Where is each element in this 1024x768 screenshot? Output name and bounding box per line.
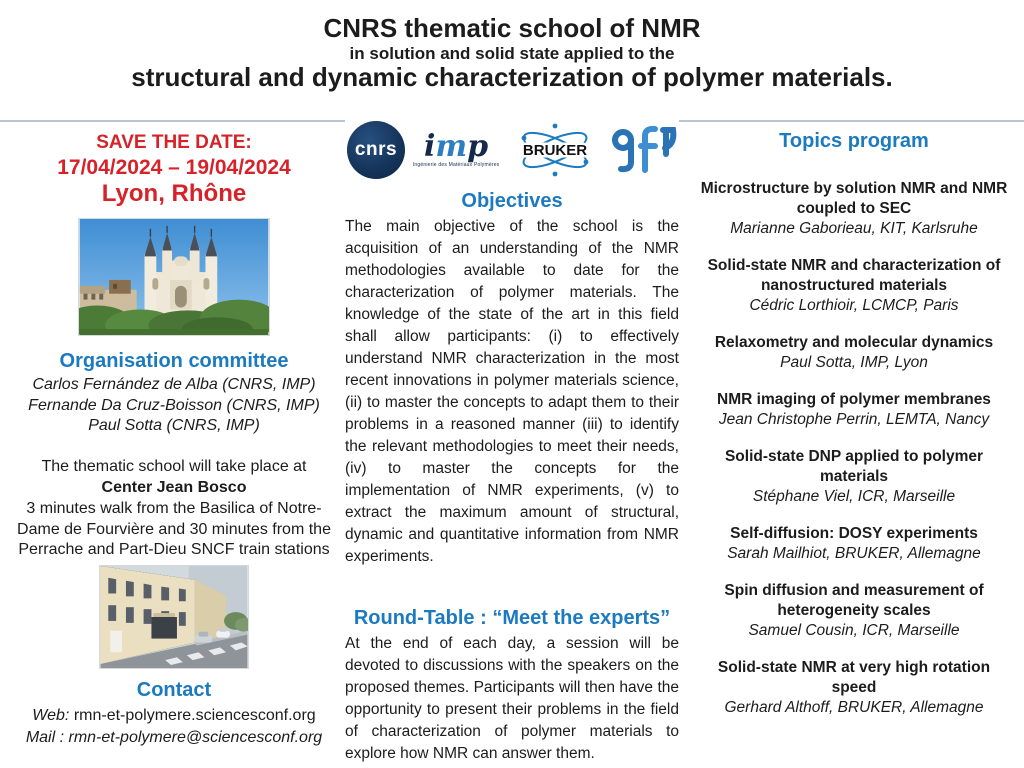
topic-title: Microstructure by solution NMR and NMR coupled to SEC [700, 180, 1008, 217]
objectives-body: The main objective of the school is the acquisition of an understanding of the NMR methodologies available to date for the characterization of polymer materials. The knowledge of the state of the art in this field shall allow participants: (i) to effectively understand NMR characterization in the most recent innovations in polymer materials science, (ii) to master the concepts to adapt them to their problems in a reasoned manner (iii) to identify the relevant methodologies to meet their needs, (iv) to master the concepts for the implementation of NMR experiments, (v) to extract the maximum amount of structural, dynamic and quantitative information from NMR experiments. [345, 218, 679, 565]
topic-item [694, 447, 1014, 507]
cnrs-logo-text: cnrs [354, 139, 398, 160]
topic-item [694, 658, 1014, 718]
topic-title: Relaxometry and molecular dynamics [714, 334, 994, 351]
organisation-committee-section [16, 350, 332, 437]
topic-item [694, 179, 1014, 239]
objectives-section [345, 190, 679, 568]
contact-mail-address[interactable]: rmn-et-polymere@sciencesconf.org [68, 728, 323, 746]
topic-title: Solid-state NMR and characterization of nanostructured materials [707, 257, 1001, 294]
topic-title: Solid-state NMR at very high rotation speed [717, 659, 991, 696]
contact-mail-line [16, 727, 332, 749]
topic-speaker: Jean Christophe Perrin, LEMTA, Nancy [718, 411, 990, 428]
topic-title: NMR imaging of polymer membranes [717, 391, 991, 408]
imp-letter-i: i [424, 129, 436, 164]
imp-letter-p: p [467, 129, 489, 164]
middle-column [345, 118, 679, 765]
event-location: Lyon, Rhône [101, 179, 247, 207]
cnrs-logo [347, 121, 405, 179]
organisation-committee-heading: Organisation committee [59, 349, 289, 372]
imp-logo [412, 129, 500, 168]
save-the-date-label: SAVE THE DATE: [96, 132, 252, 153]
topic-item [694, 524, 1014, 564]
title-line-3: structural and dynamic characterization of polymer materials. [131, 62, 893, 93]
topic-speaker: Marianne Gaborieau, KIT, Karlsruhe [730, 220, 978, 237]
round-table-section [345, 607, 679, 765]
committee-member: Paul Sotta (CNRS, IMP) [88, 417, 260, 435]
contact-section [16, 679, 332, 748]
committee-member: Carlos Fernández de Alba (CNRS, IMP) [32, 375, 316, 393]
bruker-logo [507, 121, 603, 179]
topic-item [694, 333, 1014, 373]
topic-speaker: Gerhard Althoff, BRUKER, Allemagne [724, 699, 984, 716]
venue-street-photo [99, 565, 249, 669]
imp-logo-caption: Ingénierie des Matériaux Polymères [412, 162, 500, 168]
topics-list [694, 179, 1014, 718]
topic-item [694, 256, 1014, 316]
round-table-body: At the end of each day, a session will be devoted to discussions with the speakers on the proposed themes. Participants will then have the opportunity to present their problems in the field of characterization of polymer materials to explore how NMR can answer them. [345, 635, 679, 762]
topic-speaker: Samuel Cousin, ICR, Marseille [748, 622, 960, 639]
left-column [16, 132, 332, 748]
event-dates: 17/04/2024 – 19/04/2024 [57, 155, 291, 179]
topics-program-heading: Topics program [779, 130, 929, 152]
topic-title: Solid-state DNP applied to polymer materials [724, 448, 984, 485]
committee-member: Fernande Da Cruz-Boisson (CNRS, IMP) [28, 396, 320, 414]
save-the-date-block [16, 132, 332, 209]
objectives-heading: Objectives [461, 190, 563, 212]
imp-letter-m: m [435, 129, 468, 164]
topic-item [694, 581, 1014, 641]
contact-mail-label: Mail : [25, 728, 65, 746]
contact-web-url[interactable]: rmn-et-polymere.sciencesconf.org [73, 707, 316, 725]
contact-web-line [16, 705, 332, 727]
venue-name: Center Jean Bosco [101, 478, 247, 496]
right-column [694, 130, 1014, 735]
svg-text:BRUKER: BRUKER [523, 142, 588, 159]
imp-logo-text [424, 129, 489, 164]
topic-speaker: Paul Sotta, IMP, Lyon [780, 354, 928, 371]
contact-heading: Contact [136, 679, 212, 702]
cnrs-logo-circle [347, 121, 405, 179]
gfp-logo [611, 124, 677, 176]
topic-item [694, 390, 1014, 430]
venue-section [16, 457, 332, 561]
contact-web-label: Web: [32, 707, 70, 725]
basilica-photo [78, 218, 270, 336]
topic-speaker: Stéphane Viel, ICR, Marseille [752, 488, 956, 505]
topic-title: Self-diffusion: DOSY experiments [730, 525, 978, 542]
gfp-logo-glyphs [611, 124, 677, 176]
sponsor-logos-row [345, 118, 679, 182]
topic-speaker: Cédric Lorthioir, LCMCP, Paris [749, 297, 959, 314]
title-line-1: CNRS thematic school of NMR [323, 13, 701, 43]
topic-title: Spin diffusion and measurement of heterogeneity scales [724, 582, 984, 619]
poster-title [0, 14, 1024, 93]
title-line-2: in solution and solid state applied to the [349, 43, 675, 63]
venue-directions: 3 minutes walk from the Basilica of Notre-Dame de Fourvière and 30 minutes from the Perrache and Part-Dieu SNCF train stations [17, 499, 331, 559]
bruker-orbits-icon [507, 121, 603, 179]
venue-intro: The thematic school will take place at [41, 458, 307, 476]
topic-speaker: Sarah Mailhiot, BRUKER, Allemagne [727, 545, 981, 562]
round-table-heading: Round-Table : “Meet the experts” [353, 607, 671, 629]
